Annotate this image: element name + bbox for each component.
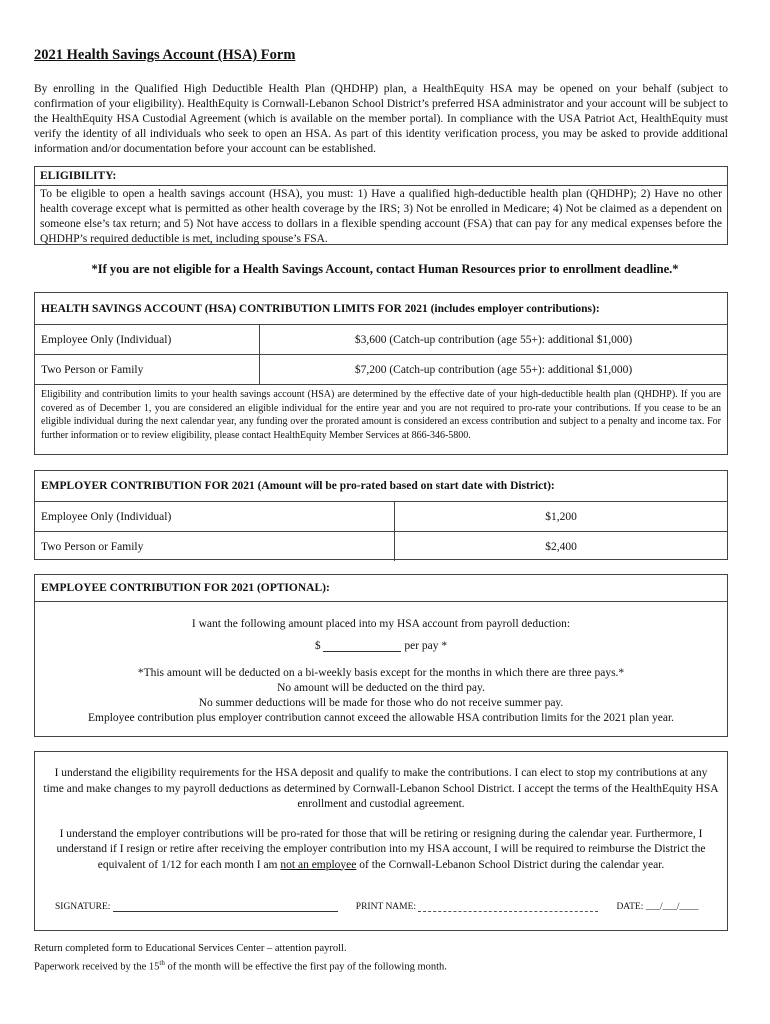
date-field [616,902,698,912]
agreement-paragraph-1: I understand the eligibility requirements for the HSA deposit and qualify to make the contributions. I can elect to stop my contributions at any time and make changes to my payroll deductions as determined by Cornwall-Lebanon School District. I accept the terms of the HealthEquity HSA enrollment and custodial agreement. [43,767,719,810]
signature-line [55,901,715,912]
amount-input[interactable] [323,641,401,652]
eligibility-warning: *If you are not eligible for a Health Savings Account, contact Human Resources prior to enrollment deadline.* [91,262,679,276]
form-title: 2021 Health Savings Account (HSA) Form [34,47,296,63]
limits-heading: HEALTH SAVINGS ACCOUNT (HSA) CONTRIBUTION LIMITS FOR 2021 (includes employer contributions): [35,293,727,325]
table-row [35,502,727,532]
employee-note: *This amount will be deducted on a bi-weekly basis except for the months in which there are three pays.* [137,667,625,679]
contribution-limits-box [34,292,728,455]
footer-line-1: Return completed form to Educational Services Center – attention payroll. [34,943,347,954]
agreement-underlined-text: not an employee [280,858,357,871]
footer-text: Paperwork received by the 15 [34,961,160,973]
footer-text: of the month will be effective the first pay of the following month. [164,961,447,973]
employee-heading: EMPLOYEE CONTRIBUTION FOR 2021 (OPTIONAL): [35,575,727,602]
print-name-field [356,901,599,912]
limits-row-value: $3,600 (Catch-up contribution (age 55+): additional $1,000) [354,333,633,346]
agreement-text: I understand the employer contributions will be pro-rated for those that will be retiring or resigning during the calendar year. Furthermore, I understand if I resign or retire after receiving the employer contribution into my HSA account, I will be required to reimburse the District the equivalent of 1/12 for each month I am [56,827,706,871]
date-input[interactable]: ___/___/____ [645,902,699,912]
agreement-paragraph-2 [35,827,727,874]
table-row [35,355,727,385]
intro-paragraph: By enrolling in the Qualified High Deductible Health Plan (QHDHP) plan, a HealthEquity HSA may be opened on your behalf (subject to confirmation of your eligibility). HealthEquity is Cornwall-Lebanon School District’s preferred HSA administrator and your account will be subject to the HealthEquity HSA Custodial Agreement (which is available on the member portal). In compliance with the USA Patriot Act, HealthEquity must verify the identity of all individuals who seek to open an HSA. As part of this identity verification process, you may be asked to provide additional information and/or documentation before your account can be established. [34,83,728,155]
employer-row-label: Employee Only (Individual) [35,502,395,531]
table-row [35,532,727,561]
limits-row-label: Two Person or Family [35,355,260,384]
eligibility-heading: ELIGIBILITY: [35,167,727,186]
amount-line [35,640,727,652]
agreement-box [34,751,728,931]
amount-suffix: per pay * [404,640,448,652]
employer-row-value: $1,200 [545,510,577,523]
eligibility-text: To be eligible to open a health savings account (HSA), you must: 1) Have a qualified high-deductible health plan (QHDHP); 2) Have no other health coverage except what is permitted as other health coverage by the IRS; 3) Not be enrolled in Medicare; 4) Not be claimed as a dependent on someone else’s tax return; and 5) Not have access to dollars in a flexible spending account (FSA) that can pay for any medical expenses before the QHDHP’s required deductible is met, including spouse’s FSA. [40,188,722,245]
limits-note: Eligibility and contribution limits to your health savings account (HSA) are determined by the effective date of your high-deductible health plan (QHDHP). If you are covered as of December 1, you are considered an eligible individual for the entire year and you are not required to pro-rate your contributions. If you cease to be an eligible individual during the next calendar year, any funding over the prorated amount is considered an excess contribution and subject to a penalty and income tax. For further information or to review eligibility, please contact HealthEquity Member Services at 866-346-5800. [41,389,721,441]
employer-row-label: Two Person or Family [35,532,395,561]
employee-note: Employee contribution plus employer contribution cannot exceed the allowable HSA contribution limits for the 2021 plan year. [87,712,675,724]
footer-line-2 [34,956,447,975]
table-row [35,325,727,355]
employer-heading: EMPLOYER CONTRIBUTION FOR 2021 (Amount will be pro-rated based on start date with District): [35,471,727,502]
print-name-input[interactable] [418,901,598,912]
signature-field [55,901,338,912]
signature-input[interactable] [113,901,338,912]
employer-row-value: $2,400 [545,540,577,553]
limits-row-label: Employee Only (Individual) [35,325,260,354]
footer-superscript: th [159,959,165,967]
employee-prompt: I want the following amount placed into my HSA account from payroll deduction: [191,618,571,630]
date-label: DATE: [616,902,644,912]
print-name-label: PRINT NAME: [355,902,417,912]
signature-label: SIGNATURE: [55,902,111,912]
employee-notes [35,666,727,726]
limits-row-value: $7,200 (Catch-up contribution (age 55+): additional $1,000) [354,363,633,376]
amount-prefix: $ [314,640,321,652]
eligibility-box [34,166,728,245]
agreement-text: of the Cornwall-Lebanon School District during the calendar year. [356,858,665,871]
employee-contribution-box [34,574,728,737]
employee-note: No amount will be deducted on the third pay. [277,682,485,694]
footer-notes [34,941,447,975]
employer-contribution-box [34,470,728,560]
employee-note: No summer deductions will be made for those who do not receive summer pay. [198,697,564,709]
